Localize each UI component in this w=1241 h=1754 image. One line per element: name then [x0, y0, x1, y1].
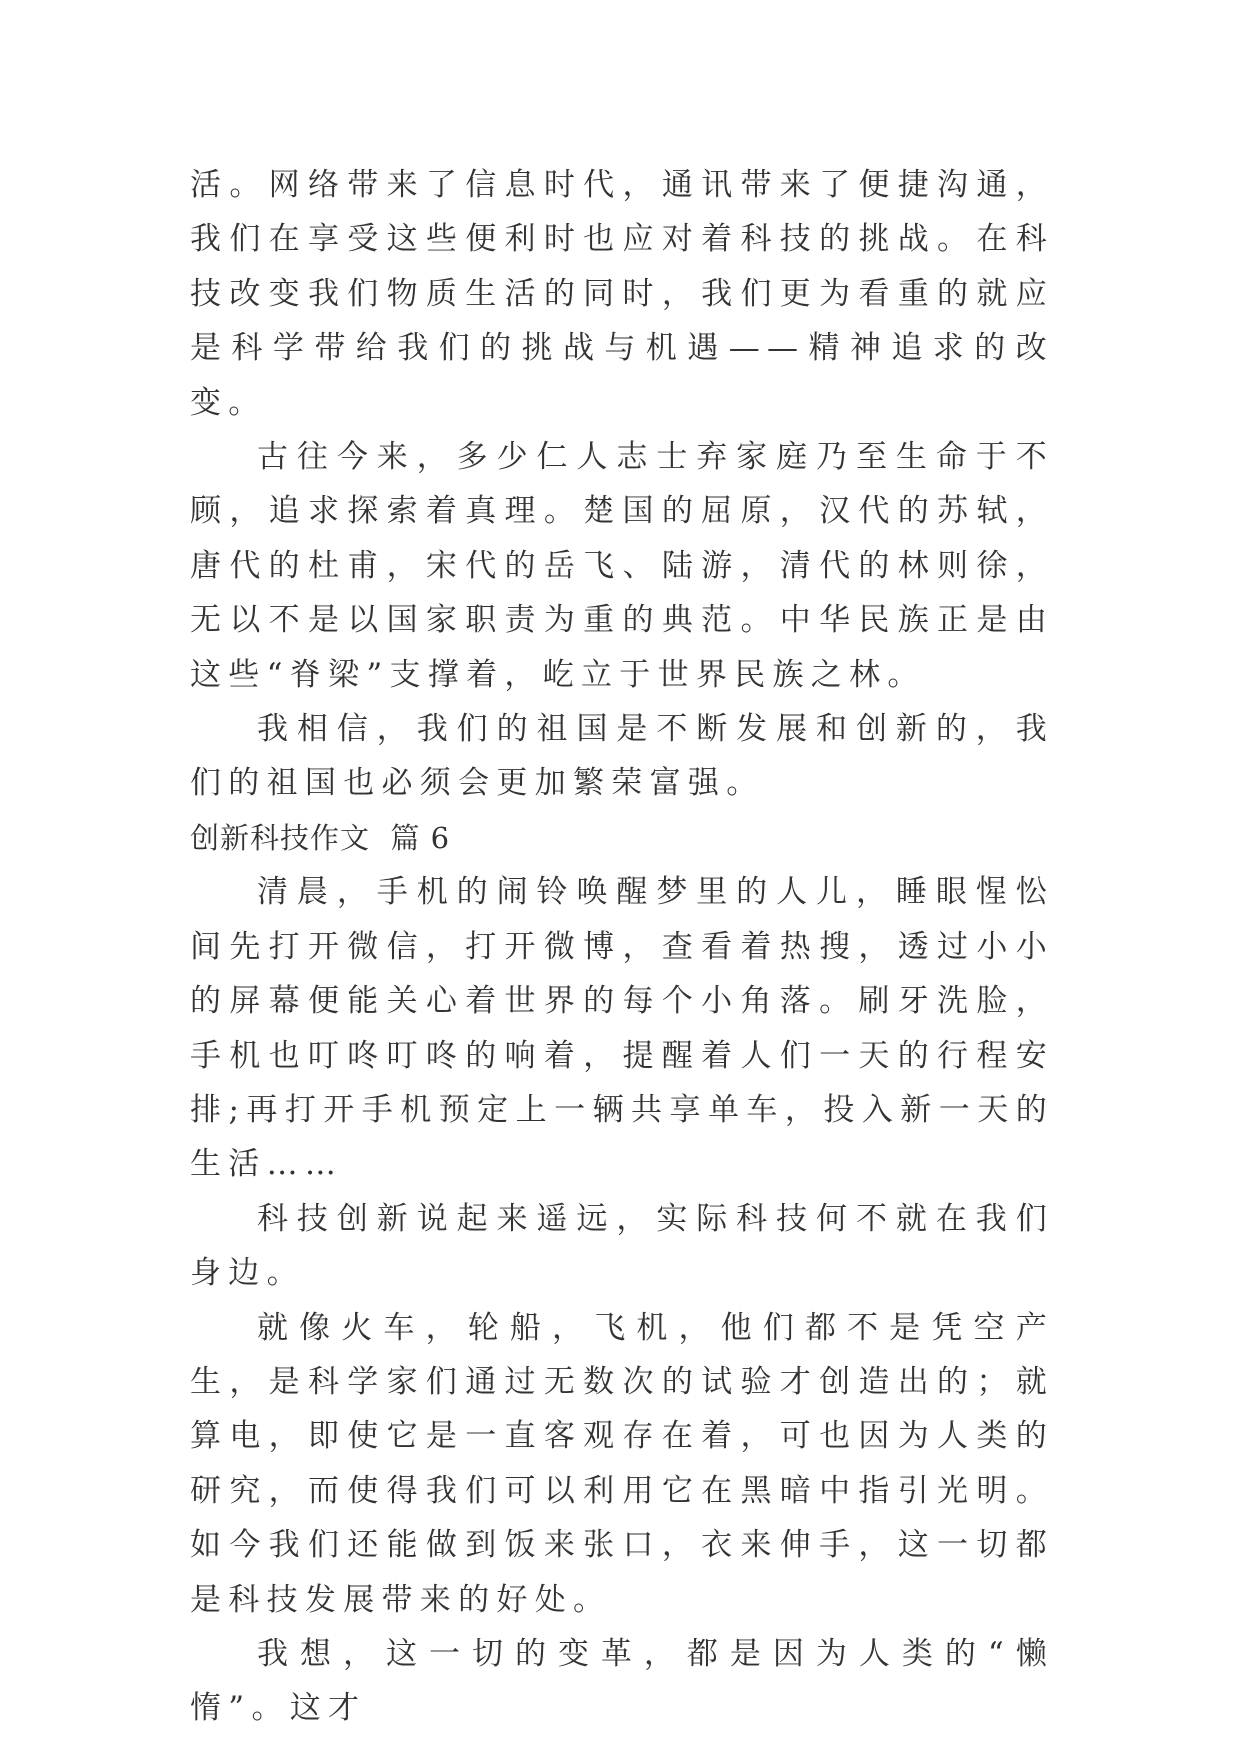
document-body [190, 158, 1054, 1736]
paragraph: 科技创新说起来遥远，实际科技何不就在我们身边。 [190, 1200, 1054, 1292]
paragraph: 古往今来，多少仁人志士弃家庭乃至生命于不顾，追求探索着真理。楚国的屈原，汉代的苏轼，唐代的杜甫，宋代的岳飞、陆游，清代的林则徐，无以不是以国家职责为重的典范。中华民族正是由这些“脊梁”支撑着，屹立于世界民族之林。 [190, 439, 1054, 693]
paragraph: 我想，这一切的变革，都是因为人类的“懒惰”。这才 [190, 1635, 1054, 1727]
paragraph: 就像火车，轮船，飞机，他们都不是凭空产生，是科学家们通过无数次的试验才创造出的；就算电，即使它是一直客观存在着，可也因为人类的研究，而使得我们可以利用它在黑暗中指引光明。如今我们还能做到饭来张口，衣来伸手，这一切都是科技发展带来的好处。 [190, 1309, 1054, 1618]
paragraph: 清晨，手机的闹铃唤醒梦里的人儿，睡眼惺忪间先打开微信，打开微博，查看着热搜，透过小小的屏幕便能关心着世界的每个小角落。刷牙洗脸，手机也叮咚叮咚的响着，提醒着人们一天的行程安排;再打开手机预定上一辆共享单车，投入新一天的生活…… [190, 874, 1054, 1183]
paragraph: 活。网络带来了信息时代，通讯带来了便捷沟通，我们在享受这些便利时也应对着科技的挑战。在科技改变我们物质生活的同时，我们更为看重的就应是科学带给我们的挑战与机遇——精神追求的改变。 [190, 167, 1054, 421]
section-heading: 创新科技作文 篇 6 [190, 820, 451, 855]
paragraph: 我相信，我们的祖国是不断发展和创新的，我们的祖国也必须会更加繁荣富强。 [190, 711, 1054, 802]
